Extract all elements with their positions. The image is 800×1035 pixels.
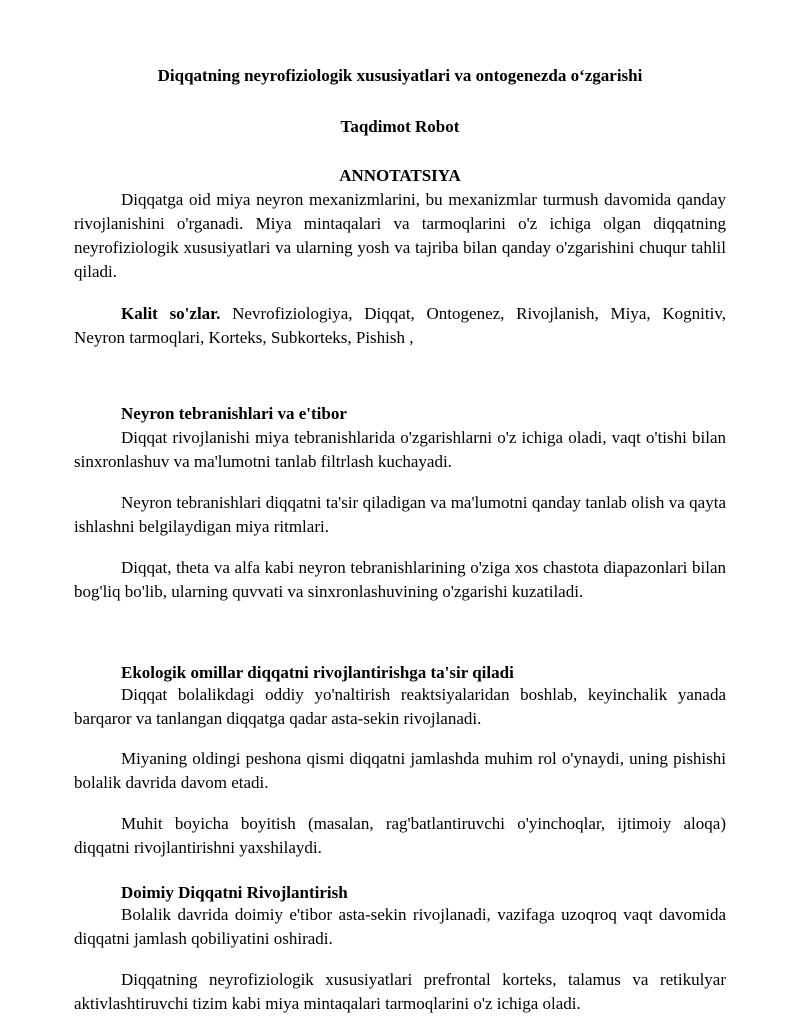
section-heading: Doimiy Diqqatni Rivojlantirish <box>121 883 348 902</box>
section-paragraph: Diqqat bolalikdagi oddiy yo'naltirish reaktsiyalaridan boshlab, keyinchalik yanada barqaror va tanlangan diqqatga qadar asta-sekin rivojlanadi. <box>74 685 726 728</box>
document-author: Taqdimot Robot <box>340 117 460 136</box>
section-paragraph: Diqqatning neyrofiziologik xususiyatlari prefrontal korteks, talamus va retikulyar aktivlashtiruvchi tizim kabi miya mintaqalari tarmoqlarini o'z ichiga oladi. <box>74 970 726 1013</box>
abstract-heading: ANNOTATSIYA <box>339 166 461 185</box>
section-paragraph: Neyron tebranishlari diqqatni ta'sir qiladigan va ma'lumotni qanday tanlab olish va qayta ishlashni belgilaydigan miya ritmlari. <box>74 493 726 536</box>
keywords-text: Nevrofiziologiya, Diqqat, Ontogenez, Rivojlanish, Miya, Kognitiv, Neyron tarmoqlari, Korteks, Subkorteks, Pishish , <box>74 304 726 347</box>
section-paragraph: Diqqat rivojlanishi miya tebranishlarida o'zgarishlarni o'z ichiga oladi, vaqt o'tishi bilan sinxronlashuv va ma'lumotni tanlab filtrlash kuchayadi. <box>74 428 726 471</box>
keywords <box>74 302 726 350</box>
section-paragraph: Muhit boyicha boyitish (masalan, rag'batlantiruvchi o'yinchoqlar, ijtimoiy aloqa) diqqatni rivojlantirishni yaxshilaydi. <box>74 814 726 857</box>
keywords-label: Kalit so'zlar. <box>121 304 221 323</box>
section-paragraph: Miyaning oldingi peshona qismi diqqatni jamlashda muhim rol o'ynaydi, uning pishishi bolalik davrida davom etadi. <box>74 749 726 792</box>
abstract-text: Diqqatga oid miya neyron mexanizmlarini, bu mexanizmlar turmush davomida qanday rivojlanishini o'rganadi. Miya mintaqalari va tarmoqlarini o'z ichiga olgan diqqatning neyrofiziologik xususiyatlari va ularning yosh va tajriba bilan qanday o'zgarishini chuqur tahlil qiladi. <box>74 190 726 281</box>
section-heading: Ekologik omillar diqqatni rivojlantirishga ta'sir qiladi <box>121 663 514 682</box>
section-heading: Neyron tebranishlari va e'tibor <box>121 404 347 423</box>
section-paragraph: Diqqat, theta va alfa kabi neyron tebranishlarining o'ziga xos chastota diapazonlari bilan bog'liq bo'lib, ularning quvvati va sinxronlashuvining o'zgarishi kuzatiladi. <box>74 558 726 601</box>
document-title: Diqqatning neyrofiziologik xususiyatlari va ontogenezda o‘zgarishi <box>157 66 643 85</box>
section-paragraph: Bolalik davrida doimiy e'tibor asta-sekin rivojlanadi, vazifaga uzoqroq vaqt davomida diqqatni jamlash qobiliyatini oshiradi. <box>74 905 726 948</box>
